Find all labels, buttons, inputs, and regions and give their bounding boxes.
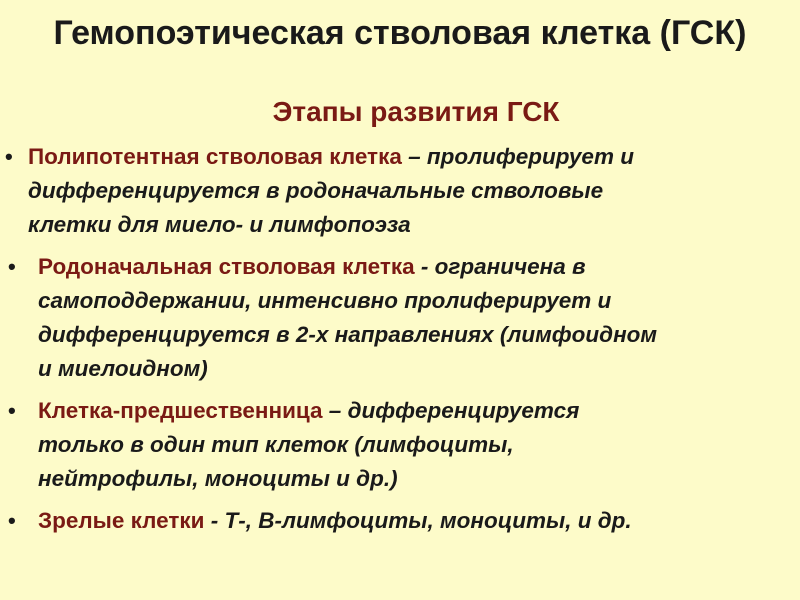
list-item bbox=[0, 394, 790, 496]
list-item bbox=[0, 250, 790, 386]
slide-subtitle: Этапы развития ГСК bbox=[272, 96, 560, 127]
stage-separator: – bbox=[401, 144, 427, 169]
stage-desc-line: дифференцируется bbox=[347, 398, 580, 423]
stage-term: Родоначальная стволовая клетка bbox=[38, 254, 415, 279]
stage-term: Полипотентная стволовая клетка bbox=[28, 144, 402, 169]
bullet-marker: • bbox=[5, 144, 13, 169]
stage-separator: - bbox=[414, 254, 435, 279]
bullet-marker: • bbox=[8, 398, 16, 423]
stage-desc-line: клетки для миело- и лимфопоэза bbox=[28, 212, 411, 237]
slide-title: Гемопоэтическая стволовая клетка (ГСК) bbox=[53, 14, 747, 52]
stage-desc-line: Т-, В-лимфоциты, моноциты, и др. bbox=[224, 508, 632, 533]
stage-desc-line: и миелоидном) bbox=[38, 356, 208, 381]
stage-separator: – bbox=[322, 398, 348, 423]
list-item bbox=[0, 504, 790, 538]
stage-desc-line: самоподдержании, интенсивно пролиферирует и bbox=[38, 288, 612, 313]
list-item bbox=[0, 140, 790, 242]
stage-desc-line: пролиферирует и bbox=[426, 144, 634, 169]
stage-desc-line: дифференцируется в родоначальные стволовые bbox=[28, 178, 604, 203]
stage-separator: - bbox=[204, 508, 225, 533]
stages-list bbox=[0, 140, 790, 546]
stage-desc-line: только в один тип клеток (лимфоциты, bbox=[38, 432, 514, 457]
bullet-marker: • bbox=[8, 508, 16, 533]
stage-desc-line: дифференцируется в 2-х направлениях (лимфоидном bbox=[38, 322, 658, 347]
stage-desc-line: нейтрофилы, моноциты и др.) bbox=[38, 466, 398, 491]
stage-term: Зрелые клетки bbox=[38, 508, 205, 533]
bullet-marker: • bbox=[8, 254, 16, 279]
stage-term: Клетка-предшественница bbox=[38, 398, 323, 423]
stage-desc-line: ограничена в bbox=[434, 254, 586, 279]
